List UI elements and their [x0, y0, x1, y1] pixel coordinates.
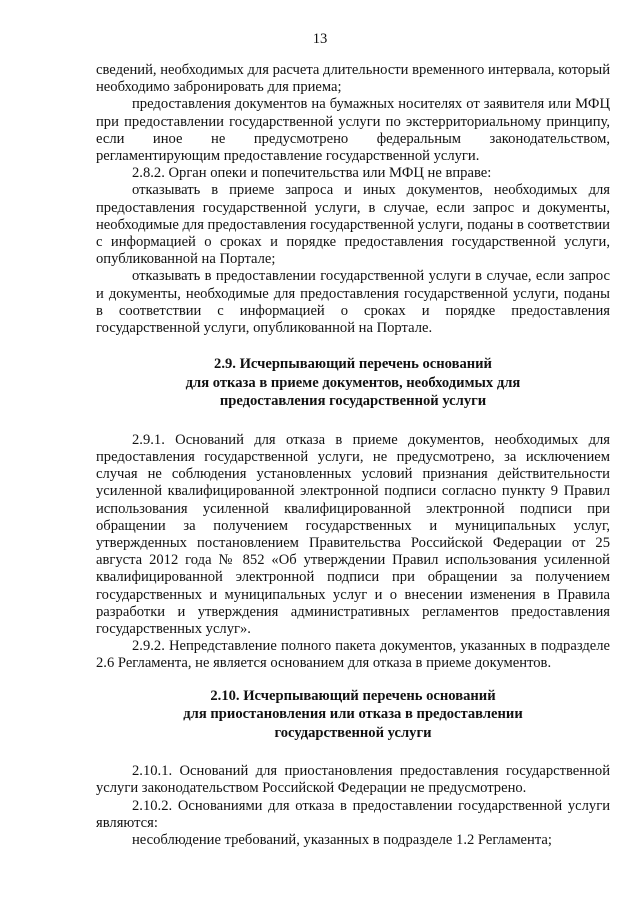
page-number: 13	[312, 31, 328, 47]
paragraph: предоставления документов на бумажных носителях от заявителя или МФЦ при предоставлении государственной услуги по экстерриториальному принципу, если иное не предусмотрено федеральным законодательством, регламентирующим предоставление государственной услуги.	[96, 96, 610, 165]
paragraph: 2.9.2. Непредставление полного пакета документов, указанных в подразделе 2.6 Регламента, не является основанием для отказа в приеме документов.	[96, 638, 610, 672]
paragraph: сведений, необходимых для расчета длительности временного интервала, который необходимо забронировать для приема;	[96, 62, 610, 96]
paragraph: отказывать в предоставлении государственной услуги в случае, если запрос и документы, необходимые для предоставления государственной услуги, поданы в соответствии с информацией о сроках и порядке предоставления государственной услуги, опубликованной на Портале.	[96, 268, 610, 337]
heading-line: предоставления государственной услуги	[219, 393, 487, 410]
heading-line: для приостановления или отказа в предоставлении	[183, 706, 523, 723]
paragraph: 2.10.2. Основаниями для отказа в предоставлении государственной услуги являются:	[96, 797, 610, 831]
heading-line: 2.10. Исчерпывающий перечень оснований	[210, 687, 496, 704]
paragraph: 2.10.1. Оснований для приостановления предоставления государственной услуги законодательством Российской Федерации не предусмотрено.	[96, 763, 610, 797]
paragraph: 2.9.1. Оснований для отказа в приеме документов, необходимых для предоставления государственной услуги, не предусмотрено, за исключением случая не соблюдения установленных условий признания действительности усиленной квалифицированной электронной подписи согласно пункту 9 Правил использования усиленной квалифицированной электронной подписи при обращении за получением государственных и муниципальных услуг, утвержденных постановлением Правительства Российской Федерации от 25 августа 2012 года № 852 «Об утверждении Правил использования усиленной квалифицированной электронной подписи при обращении за получением государственных и муниципальных услуг и о внесении изменения в Правила разработки и утверждения административных регламентов предоставления государственных услуг».	[96, 431, 610, 637]
paragraph: отказывать в приеме запроса и иных документов, необходимых для предоставления государственной услуги, в случае, если запрос и документы, необходимые для предоставления государственной услуги, поданы в соответствии с информацией о сроках и порядке предоставления государственной услуги, опубликованной на Портале;	[96, 182, 610, 268]
heading-line: государственной услуги	[274, 724, 432, 741]
paragraph: 2.8.2. Орган опеки и попечительства или МФЦ не вправе:	[132, 165, 492, 182]
heading-line: для отказа в приеме документов, необходимых для	[185, 374, 521, 391]
section-heading-2-9	[96, 355, 610, 411]
section-heading-2-10	[96, 687, 610, 743]
paragraph: несоблюдение требований, указанных в подразделе 1.2 Регламента;	[132, 831, 552, 848]
heading-line: 2.9. Исчерпывающий перечень оснований	[214, 356, 492, 373]
page-content	[96, 62, 610, 849]
